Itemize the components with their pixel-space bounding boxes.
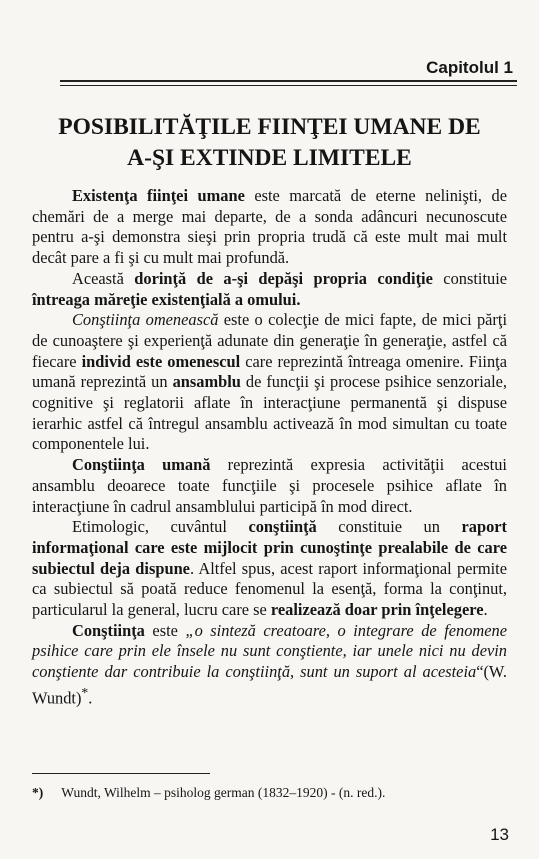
emphasis: conştiinţă (248, 517, 317, 537)
footnote-mark: *) (32, 785, 44, 800)
footnote-text: Wundt, Wilhelm – psiholog german (1832–1920) - (n. red.). (61, 785, 386, 800)
title-line-1: POSIBILITĂŢILE FIINŢEI UMANE DE (58, 114, 481, 140)
paragraph-5 (32, 517, 507, 621)
chapter-label: Capitolul 1 (426, 58, 513, 77)
page-number: 13 (490, 825, 509, 844)
text-run: . Altfel spus, acest raport informaţional permite ca subiectul să poată reduce fenomenul la esenţă, forma la conţinut, particularul la general, lucru care se (32, 558, 507, 620)
paragraph-1 (32, 186, 507, 269)
emphasis: raport informaţional care este mijlocit prin cunoştinţe prealabile de care subiectul deja dispune (32, 517, 507, 578)
paragraph-2 (32, 269, 507, 310)
footnote-divider (32, 773, 210, 774)
citation: “(W. Wundt) (32, 662, 507, 708)
italic-text: Conştiinţa omenească (72, 310, 219, 330)
italic-quote: „o sinteză creatoare, o integrare de fenomene psihice care prin ele însele nu sunt conştiente, iar unele nici nu devin conştiente dar contribuie la conştiinţă, sunt un suport al acesteia (32, 620, 508, 682)
title-line-2: A-ŞI EXTINDE LIMITELE (127, 145, 412, 171)
emphasis: Conştiinţa (72, 620, 145, 640)
footnote-marker: * (81, 684, 89, 700)
footnote (32, 784, 512, 802)
emphasis: Existenţa fiinţei umane (72, 186, 245, 205)
paragraph-3 (32, 310, 507, 455)
emphasis: individ este omenescul (81, 351, 241, 371)
text-run: de funcţii şi procese psihice senzoriale, cognitive şi reglatorii aflate în interacţiune permanentă şi dispuse ierarhic astfel că întregul ansamblu activează în mod simultan cu toate componentele lui. (32, 372, 507, 454)
text-run: este o colecţie de mici fapte, de mici părţi de cunoaştere şi experienţă adunate din generaţie în generaţie, astfel că fiecare (32, 310, 508, 371)
emphasis: realizează doar prin înţelegere (270, 600, 484, 620)
emphasis: ansamblu (172, 372, 241, 392)
text-run: este marcată de eterne nelinişti, de chemări de a merge mai departe, de a sonda adâncuri necunoscute pentru a-şi demonstra sieşi prin propria trudă că este mult mai mult decât pare a fi şi cu mult mai profundă. (32, 186, 507, 268)
text-run: constituie un (316, 517, 462, 537)
header-divider (60, 80, 517, 86)
paragraph-6 (32, 621, 507, 709)
text-run: . (88, 688, 93, 708)
text-run: . (483, 600, 488, 620)
text-run: este (144, 620, 186, 640)
paragraph-4 (32, 455, 507, 517)
text-run: care reprezintă întreaga omenire. Fiinţa umană reprezintă un (32, 351, 508, 392)
emphasis: dorinţă de a-şi depăşi propria condiţie (134, 268, 433, 288)
emphasis: Conştiinţa umană (72, 455, 211, 475)
page-title (0, 112, 539, 174)
body-text (32, 186, 507, 709)
text-run: constituie (432, 268, 508, 288)
text-run: Această (72, 268, 135, 288)
text-run: Etimologic, cuvântul (72, 517, 249, 537)
emphasis: întreaga măreţie existenţială a omului. (32, 289, 301, 309)
text-run: reprezintă expresia activităţii acestui ansamblu deoarece toate funcţiile şi procesele psihice aflate în interacţiune în cadrul ansamblului participă în mod direct. (32, 455, 507, 516)
